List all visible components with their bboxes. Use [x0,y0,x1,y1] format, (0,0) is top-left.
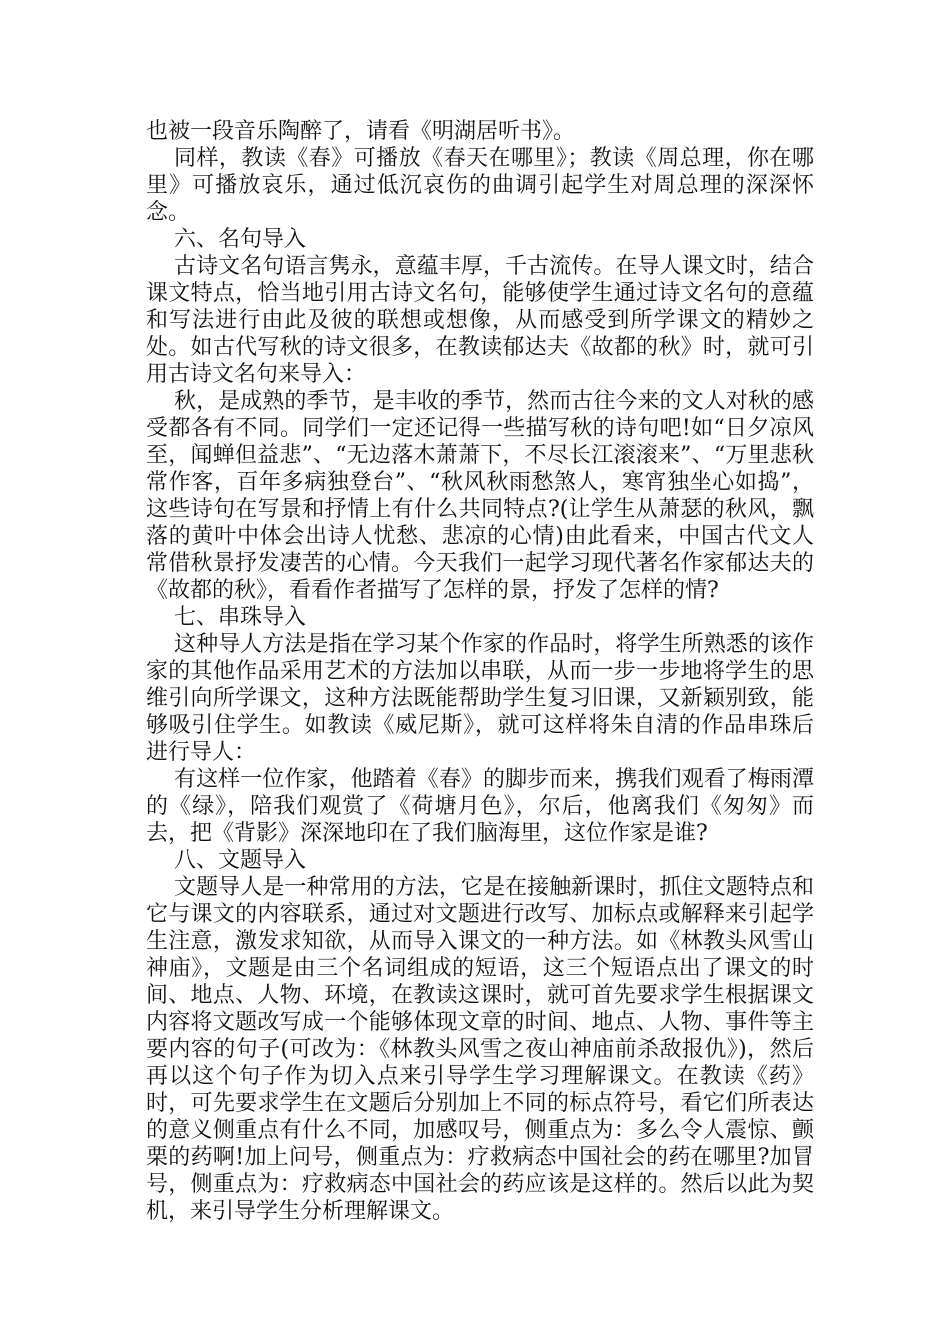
paragraph-autumn-example: 秋，是成熟的季节，是丰收的季节，然而古往今来的文人对秋的感受都各有不同。同学们一定还记得一些描写秋的诗句吧!如“日夕凉风至，闻蝉但益悲”、“无边落木萧萧下，不尽长江滚滚来”、“万里悲秋常作客，百年多病独登台”、“秋风秋雨愁煞人，寒宵独坐心如捣”，这些诗句在写景和抒情上有什么共同特点?(让学生从萧瑟的秋风，飘落的黄叶中体会出诗人忧愁、悲凉的心情)由此看来，中国古代文人常借秋景抒发凄苦的心情。今天我们一起学习现代著名作家郁达夫的《故都的秋》，看看作者描写了怎样的景，抒发了怎样的情? [146,389,814,603]
paragraph-title-intro: 文题导人是一种常用的方法，它是在接触新课时，抓住文题特点和它与课文的内容联系，通过对文题进行改写、加标点或解释来引起学生注意，激发求知欲，从而导入课文的一种方法。如《林教头风雪山神庙》，文题是由三个名词组成的短语，这三个短语点出了课文的时间、地点、人物、环境，在教读这课时，就可首先要求学生根据课文内容将文题改写成一个能够体现文章的时间、地点、人物、事件等主要内容的句子(可改为：《林教头风雪之夜山神庙前杀敌报仇》)，然后再以这个句子作为切入点来引导学生学习理解课文。在教读《药》时，可先要求学生在文题后分别加上不同的标点符号，看它们所表达的意义侧重点有什么不同，加感叹号，侧重点为：多么令人震惊、颤栗的药啊!加上问号，侧重点为：疗救病态中国社会的药在哪里?加冒号，侧重点为：疗救病态中国社会的药应该是这样的。然后以此为契机，来引导学生分析理解课文。 [146,875,814,1224]
section-heading-6: 六、名句导入 [174,227,307,252]
paragraph-famous-lines-intro: 古诗文名句语言隽永，意蕴丰厚，千古流传。在导人课文时，结合课文特点，恰当地引用古诗文名句，能够使学生通过诗文名句的意蕴和写法进行由此及彼的联想或想像，从而感受到所学课文的精妙之处。如古代写秋的诗文很多，在教读郁达夫《故都的秋》时，就可引用古诗文名句来导入： [146,254,814,387]
paragraph-continuation: 也被一段音乐陶醉了，请看《明湖居听书》。 [146,119,576,144]
paragraph-string-intro: 这种导人方法是指在学习某个作家的作品时，将学生所熟悉的该作家的其他作品采用艺术的方法加以串联，从而一步一步地将学生的思维引向所学课文，这种方法既能帮助学生复习旧课，又新颖别致，能够吸引住学生。如教读《威尼斯》，就可这样将朱自清的作品串珠后进行导人： [146,632,814,765]
section-heading-7: 七、串珠导入 [174,605,307,630]
paragraph-music-examples: 同样，教读《春》可播放《春天在哪里》；教读《周总理，你在哪里》可播放哀乐，通过低沉哀伤的曲调引起学生对周总理的深深怀念。 [146,146,814,225]
section-heading-8: 八、文题导入 [174,848,307,873]
document-body [146,118,814,1225]
paragraph-zhu-ziqing-example: 有这样一位作家，他踏着《春》的脚步而来，携我们观看了梅雨潭的《绿》，陪我们观赏了《荷塘月色》，尔后，他离我们《匆匆》而去，把《背影》深深地印在了我们脑海里，这位作家是谁? [146,767,814,846]
